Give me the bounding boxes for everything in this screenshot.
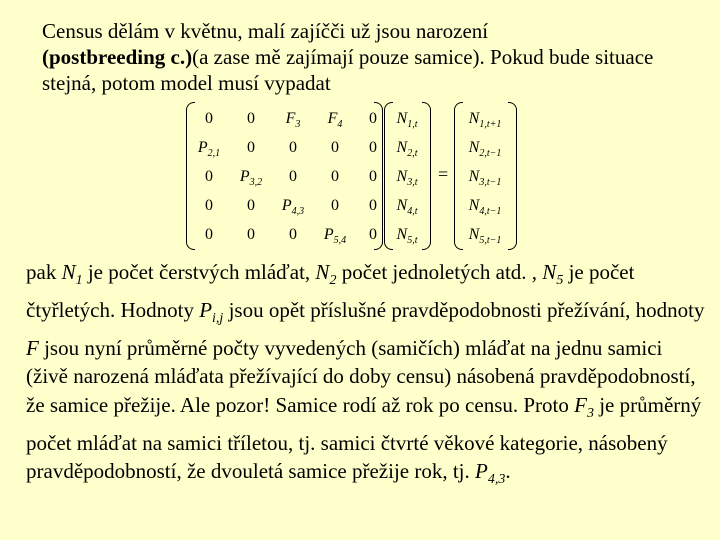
body-text: jsou opět příslušné pravděpodobnosti přežívání, hodnoty bbox=[223, 297, 705, 322]
var-f3: $F_3$ bbox=[574, 392, 594, 421]
matrix-cell: 0 bbox=[331, 168, 339, 185]
matrix-cell: 0 bbox=[369, 226, 377, 243]
intro-line1: Census dělám v květnu, malí zajíčči už jsou narození bbox=[42, 19, 489, 43]
matrix-cell: 0 bbox=[205, 197, 213, 214]
matrix-cell: $P_{2,1}$ bbox=[197, 139, 221, 160]
vector-n-t-cell: $N_{3,t}$ bbox=[396, 168, 418, 189]
matrix-cell: 0 bbox=[369, 168, 377, 185]
intro-bold-term: (postbreeding c.) bbox=[42, 45, 193, 69]
intro-line2: (a zase mě zajímají pouze samice). Pokud bude situace stejná, potom model musí vypadat bbox=[42, 45, 654, 95]
matrix-cell: 0 bbox=[289, 226, 297, 243]
matrix-cell: 0 bbox=[205, 226, 213, 243]
matrix-cell: $F_3$ bbox=[285, 110, 301, 131]
vector-n-next-cell: $N_{4,t-1}$ bbox=[468, 197, 502, 218]
vector-n-t-cell: $N_{5,t}$ bbox=[396, 226, 418, 247]
vector-n-next-cell: $N_{5,t-1}$ bbox=[468, 226, 502, 247]
body-paragraph bbox=[26, 258, 706, 495]
matrix-cell: $P_{5,4}$ bbox=[323, 226, 347, 247]
body-text: jsou nyní průměrné počty vyvedených (samičích) mláďat na jednu samici (živě narozená mláďata přežívající do doby censu) násobená pravděpodobností, že samice přežije. Ale pozor! Samice rodí až rok po censu. Proto bbox=[26, 335, 696, 417]
matrix-cell: 0 bbox=[247, 226, 255, 243]
var-p43: $P_{4,3}$ bbox=[475, 459, 506, 488]
equals-sign: = bbox=[438, 164, 449, 184]
matrix-equation bbox=[186, 102, 526, 250]
matrix-cell: 0 bbox=[289, 168, 297, 185]
matrix-cell: $P_{4,3}$ bbox=[281, 197, 305, 218]
vector-n-t-cell: $N_{4,t}$ bbox=[396, 197, 418, 218]
matrix-cell: 0 bbox=[331, 139, 339, 156]
body-text: je počet čtyřletých. Hodnoty bbox=[26, 260, 635, 322]
vector-n-next-cell: $N_{1,t+1}$ bbox=[468, 110, 502, 131]
matrix-cell: 0 bbox=[247, 197, 255, 214]
var-n1: $N_1$ bbox=[61, 260, 83, 289]
body-text: je počet čerstvých mláďat, bbox=[82, 260, 316, 284]
matrix-cell: $P_{3,2}$ bbox=[239, 168, 263, 189]
vector-n-t-cell: $N_{1,t}$ bbox=[396, 110, 418, 131]
var-n2: $N_2$ bbox=[315, 260, 337, 289]
matrix-cell: 0 bbox=[331, 197, 339, 214]
matrix-cell: 0 bbox=[369, 139, 377, 156]
vector-n-next-cell: $N_{2,t-1}$ bbox=[468, 139, 502, 160]
vector-n-next-cell: $N_{3,t-1}$ bbox=[468, 168, 502, 189]
body-text: pak bbox=[26, 260, 62, 284]
var-pij: $P_{i,j}$ bbox=[199, 297, 224, 326]
intro-paragraph bbox=[42, 18, 702, 96]
matrix-cell: 0 bbox=[289, 139, 297, 156]
matrix-cell: 0 bbox=[205, 110, 213, 127]
body-text: . bbox=[505, 459, 511, 484]
matrix-cell: 0 bbox=[369, 110, 377, 127]
body-text: počet jednoletých atd. , bbox=[336, 260, 543, 284]
matrix-cell: 0 bbox=[369, 197, 377, 214]
matrix-cell: 0 bbox=[247, 110, 255, 127]
matrix-cell: $F_4$ bbox=[327, 110, 343, 131]
matrix-cell: 0 bbox=[247, 139, 255, 156]
vector-n-t-cell: $N_{2,t}$ bbox=[396, 139, 418, 160]
var-f: F bbox=[26, 335, 39, 360]
var-n5: $N_5$ bbox=[542, 260, 564, 289]
body-text: je průměrný počet mláďat na samici tříletou, tj. samici čtvrté věkové kategorie, násobený pravděpodobností, že dvouletá samice přežije rok, tj. bbox=[26, 392, 702, 484]
matrix-cell: 0 bbox=[205, 168, 213, 185]
